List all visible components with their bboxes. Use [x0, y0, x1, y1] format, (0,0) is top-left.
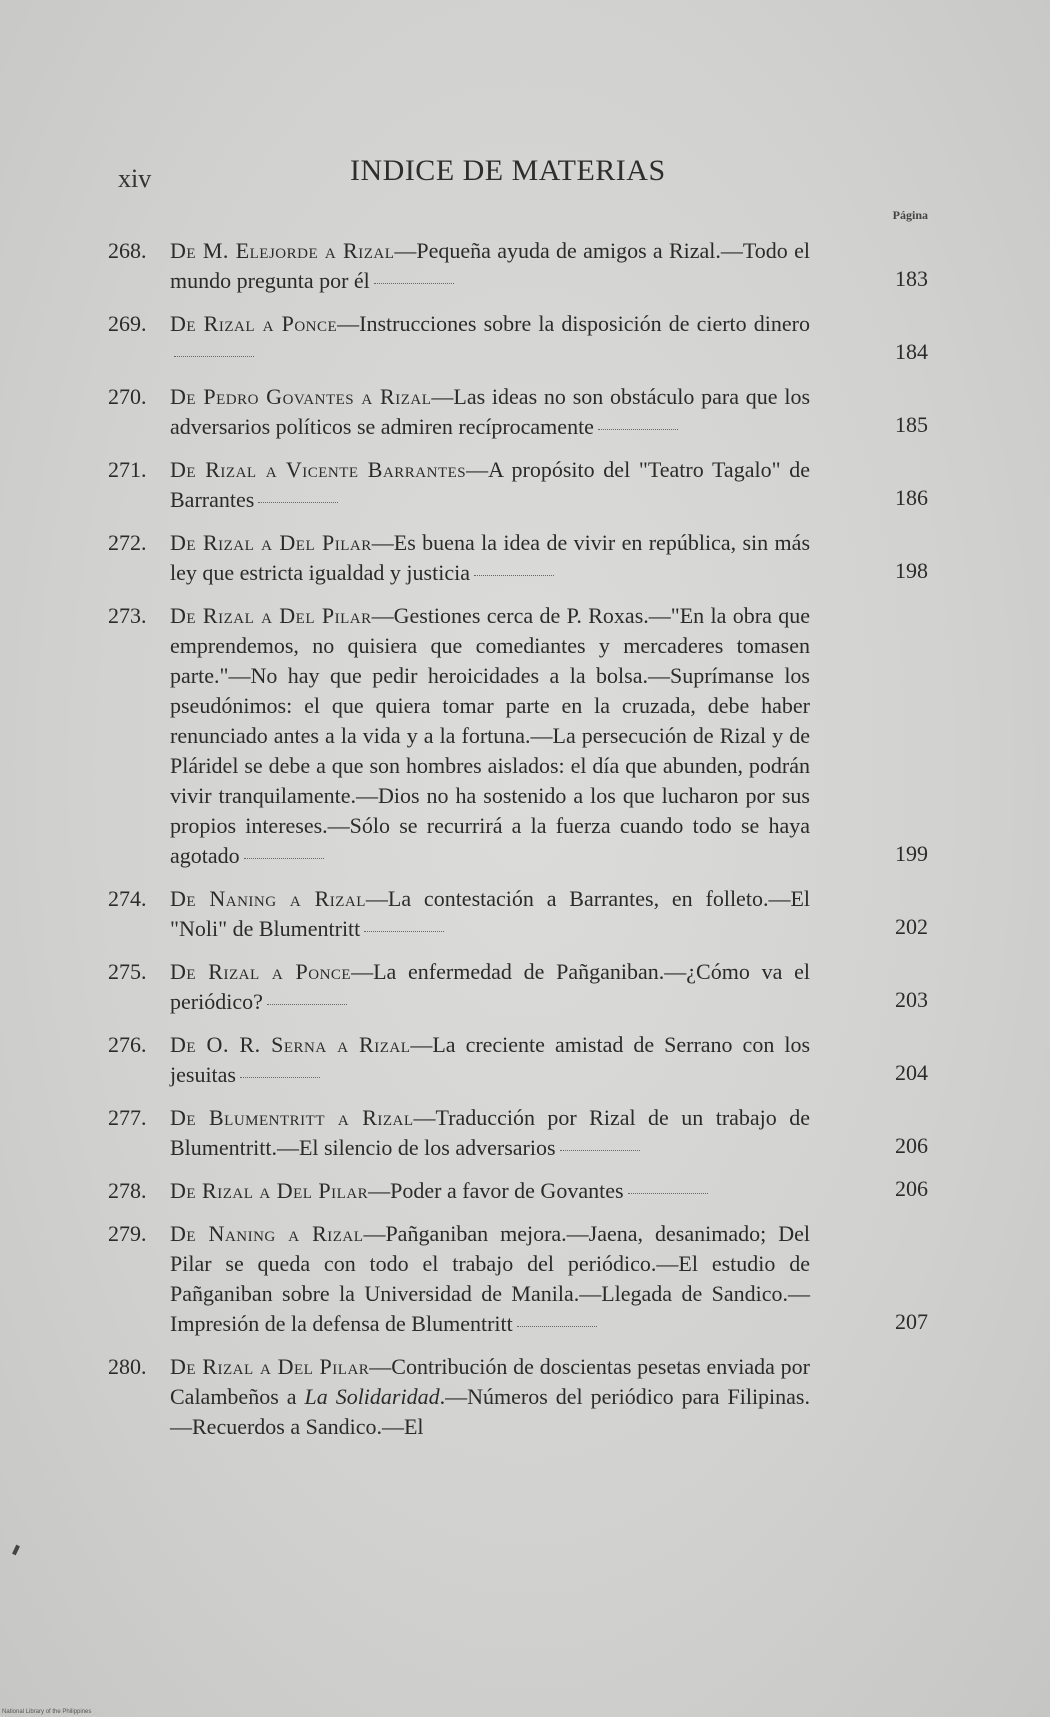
index-entry — [108, 1352, 938, 1442]
dot-leader — [364, 931, 444, 932]
entry-text — [170, 601, 810, 871]
column-label-pagina: Página — [892, 208, 928, 222]
entry-page: 203 — [895, 987, 928, 1012]
entry-description: —Gestiones cerca de P. Roxas.—"En la obra que emprendemos, no quisiera que comediantes y mercaderes tomasen parte."—No hay que pedir heroicidades a la bolsa.—Suprímanse los pseudónimos: el que quiera tomar parte en la cruzada, debe haber renunciado antes a la vida y a la fortuna.—La persecución de Rizal y de Pláridel se debe a que son hombres aislados: el día que abunden, podrán vivir tranquilamente.—Dios no ha sostenido a los que lucharon por sus propios intereses.—Sólo se recurrirá a la fuerza cuando todo se haya agotado — [170, 603, 810, 868]
entry-page: 185 — [895, 412, 928, 437]
entry-text — [170, 309, 810, 369]
index-entry — [108, 236, 938, 296]
entry-number: 280. — [108, 1354, 147, 1379]
entry-description: —La creciente amistad de Serrano con los jesuitas — [170, 1032, 811, 1087]
entry-heading: De Blumentritt a Rizal — [170, 1105, 414, 1130]
entry-description: —Pañganiban mejora.—Jaena, desanimado; Del Pilar se queda con todo el trabajo del periódico.—El estudio de Pañganiban sobre la Universidad de Manila.—Llegada de Sandico.—Impresión de la defensa de Blumentritt — [170, 1221, 810, 1336]
entry-text — [170, 1103, 810, 1163]
index-entries — [108, 236, 938, 1455]
entry-text — [170, 1352, 810, 1442]
entry-description-part: —Contribución de doscientas pesetas enviada por Calambeños a — [170, 1354, 810, 1409]
entry-text — [170, 1030, 810, 1090]
entry-number: 268. — [108, 238, 147, 263]
entry-description: —Poder a favor de Govantes — [368, 1178, 624, 1203]
entry-description: —La enfermedad de Pañganiban.—¿Cómo va el periódico? — [170, 959, 810, 1014]
entry-page: 206 — [895, 1176, 928, 1201]
entry-number: 277. — [108, 1105, 147, 1130]
page-number: xiv — [118, 164, 152, 193]
entry-text — [170, 455, 810, 515]
stray-mark — [12, 1545, 20, 1556]
entry-heading: De Naning a Rizal — [170, 1221, 364, 1246]
index-entry — [108, 382, 938, 442]
entry-number: 273. — [108, 603, 147, 628]
entry-page: 206 — [895, 1133, 928, 1158]
entry-page: 186 — [895, 485, 928, 510]
entry-page: 202 — [895, 914, 928, 939]
entry-description: —Las ideas no son obstáculo para que los adversarios políticos se admiren recíprocamente — [170, 384, 811, 439]
entry-page: 183 — [895, 266, 928, 291]
entry-number: 279. — [108, 1221, 147, 1246]
entry-heading: De M. Elejorde a Rizal — [170, 238, 395, 263]
dot-leader — [258, 502, 338, 503]
dot-leader — [474, 575, 554, 576]
entry-text — [170, 1176, 810, 1206]
index-entry — [108, 957, 938, 1017]
entry-page: 204 — [895, 1060, 928, 1085]
dot-leader — [517, 1326, 597, 1327]
entry-heading: De Rizal a Del Pilar — [170, 1178, 369, 1203]
entry-heading: De O. R. Serna a Rizal — [170, 1032, 411, 1057]
index-entry — [108, 1030, 938, 1090]
dot-leader — [244, 858, 324, 859]
index-entry — [108, 601, 938, 871]
entry-heading: De Rizal a Del Pilar — [170, 603, 372, 628]
dot-leader — [560, 1150, 640, 1151]
index-entry — [108, 884, 938, 944]
entry-page: 184 — [895, 339, 928, 364]
index-entry — [108, 1176, 938, 1206]
entry-number: 272. — [108, 530, 147, 555]
entry-description: —A propósito del "Teatro Tagalo" de Barrantes — [170, 457, 811, 512]
dot-leader — [240, 1077, 320, 1078]
entry-description: —Instrucciones sobre la disposición de cierto dinero — [337, 311, 810, 336]
dot-leader — [628, 1193, 708, 1194]
entry-italic-title: La Solidaridad — [304, 1384, 440, 1409]
entry-description-part: .—Números del periódico para Filipinas.—Recuerdos a Sandico.—El — [170, 1384, 810, 1439]
entry-text — [170, 1219, 810, 1339]
entry-number: 276. — [108, 1032, 147, 1057]
entry-number: 275. — [108, 959, 147, 984]
page-header — [118, 150, 938, 222]
page-title: INDICE DE MATERIAS — [350, 154, 666, 187]
entry-number: 270. — [108, 384, 147, 409]
entry-description: —Es buena la idea de vivir en república, sin más ley que estricta igualdad y justicia — [170, 530, 811, 585]
entry-page: 198 — [895, 558, 928, 583]
entry-text — [170, 957, 810, 1017]
entry-heading: De Pedro Govantes a Rizal — [170, 384, 432, 409]
index-entry — [108, 455, 938, 515]
dot-leader — [598, 429, 678, 430]
entry-description: —Pequeña ayuda de amigos a Rizal.—Todo el mundo pregunta por él — [170, 238, 810, 293]
entry-heading: De Rizal a Ponce — [170, 959, 352, 984]
entry-heading: De Rizal a Del Pilar — [170, 1354, 370, 1379]
entry-page: 207 — [895, 1309, 928, 1334]
entry-text — [170, 528, 810, 588]
dot-leader — [174, 356, 254, 357]
entry-description: —Traducción por Rizal de un trabajo de Blumentritt.—El silencio de los adversarios — [170, 1105, 810, 1160]
footer-source: National Library of the Philippines — [2, 1709, 92, 1715]
index-entry — [108, 528, 938, 588]
entry-description: —La contestación a Barrantes, en folleto.—El "Noli" de Blumentritt — [170, 886, 810, 941]
entry-page: 199 — [895, 841, 928, 866]
dot-leader — [267, 1004, 347, 1005]
entry-heading: De Rizal a Ponce — [170, 311, 338, 336]
entry-number: 271. — [108, 457, 147, 482]
entry-heading: De Rizal a Del Pilar — [170, 530, 372, 555]
entry-number: 278. — [108, 1178, 147, 1203]
entry-number: 274. — [108, 886, 147, 911]
dot-leader — [374, 283, 454, 284]
index-entry — [108, 309, 938, 369]
entry-number: 269. — [108, 311, 147, 336]
entry-text — [170, 382, 810, 442]
entry-text — [170, 236, 810, 296]
entry-heading: De Rizal a Vicente Barrantes — [170, 457, 467, 482]
entry-heading: De Naning a Rizal — [170, 886, 366, 911]
index-entry — [108, 1219, 938, 1339]
entry-text — [170, 884, 810, 944]
index-entry — [108, 1103, 938, 1163]
